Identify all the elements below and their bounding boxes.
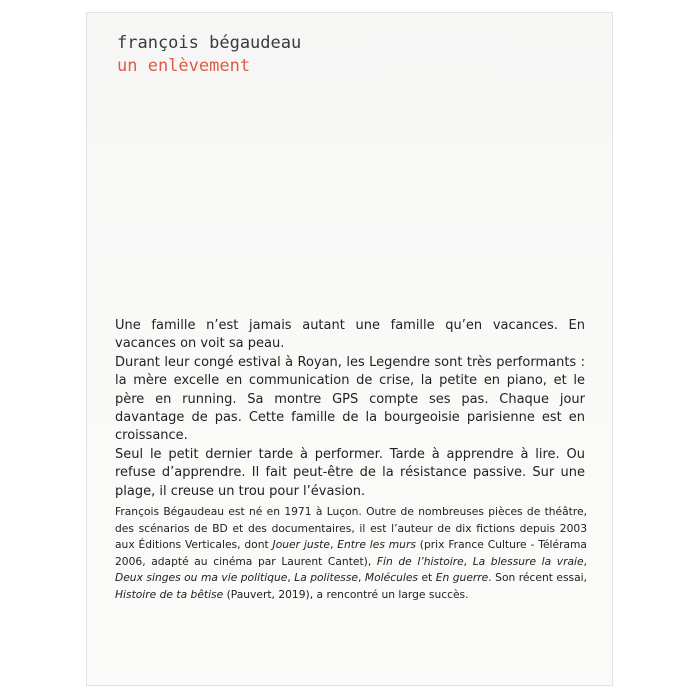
bio-title: Fin de l’histoire xyxy=(376,554,464,568)
bio-text: . Son récent essai, xyxy=(488,571,588,585)
bio-text: , xyxy=(357,571,365,585)
bio-title: Entre les murs xyxy=(337,538,416,552)
bio-text: François Bégaudeau est né en 1971 à Luçon. Outre de nombreuses pièces de théâtre, des scénarios de BD et des documentaires, il est l’auteur de dix fictions depuis 2003 aux Éditions Verticales, dont xyxy=(115,505,587,552)
blurb-paragraph: Durant leur congé estival à Royan, les Legendre sont très performants : la mère excelle en communication de crise, la petite en piano, et le père en running. Sa montre GPS compte ses pas. Chaque jour davantage de pas. Cette famille de la bourgeoisie parisienne est en croissance. xyxy=(115,354,585,444)
bio-title: La blessure la vraie xyxy=(472,554,584,568)
author-bio xyxy=(115,504,587,604)
bio-text: et xyxy=(417,571,436,585)
blurb-paragraph: Une famille n’est jamais autant une famille qu’en vacances. En vacances on voit sa peau. xyxy=(115,318,585,352)
bio-text: , xyxy=(287,571,295,585)
bio-title: Deux singes ou ma vie politique xyxy=(115,571,288,585)
bio-title: Molécules xyxy=(364,571,418,585)
blurb-paragraph: Seul le petit dernier tarde à performer. Tarde à apprendre à lire. Ou refuse d’apprendre. Il fait peut-être de la résistance passive. Sur une plage, il creuse un trou pour l’évasion. xyxy=(115,446,585,499)
bio-text: , xyxy=(463,554,473,568)
bio-text: , xyxy=(329,538,338,552)
bio-title: La politesse xyxy=(294,571,358,585)
bio-title: Histoire de ta bêtise xyxy=(115,587,224,601)
blurb xyxy=(115,317,585,501)
bio-text: (Pauvert, 2019), a rencontré un large succès. xyxy=(223,587,469,601)
bio-title: Jouer juste xyxy=(272,538,330,552)
author-name: françois bégaudeau xyxy=(117,33,302,53)
bio-title: En guerre xyxy=(435,571,489,585)
bio-text: (prix France Culture - Télérama 2006, adapté au cinéma par Laurent Cantet), xyxy=(115,538,587,568)
book-back-cover xyxy=(87,13,612,685)
bio-text: , xyxy=(583,554,587,568)
book-title: un enlèvement xyxy=(117,56,251,76)
